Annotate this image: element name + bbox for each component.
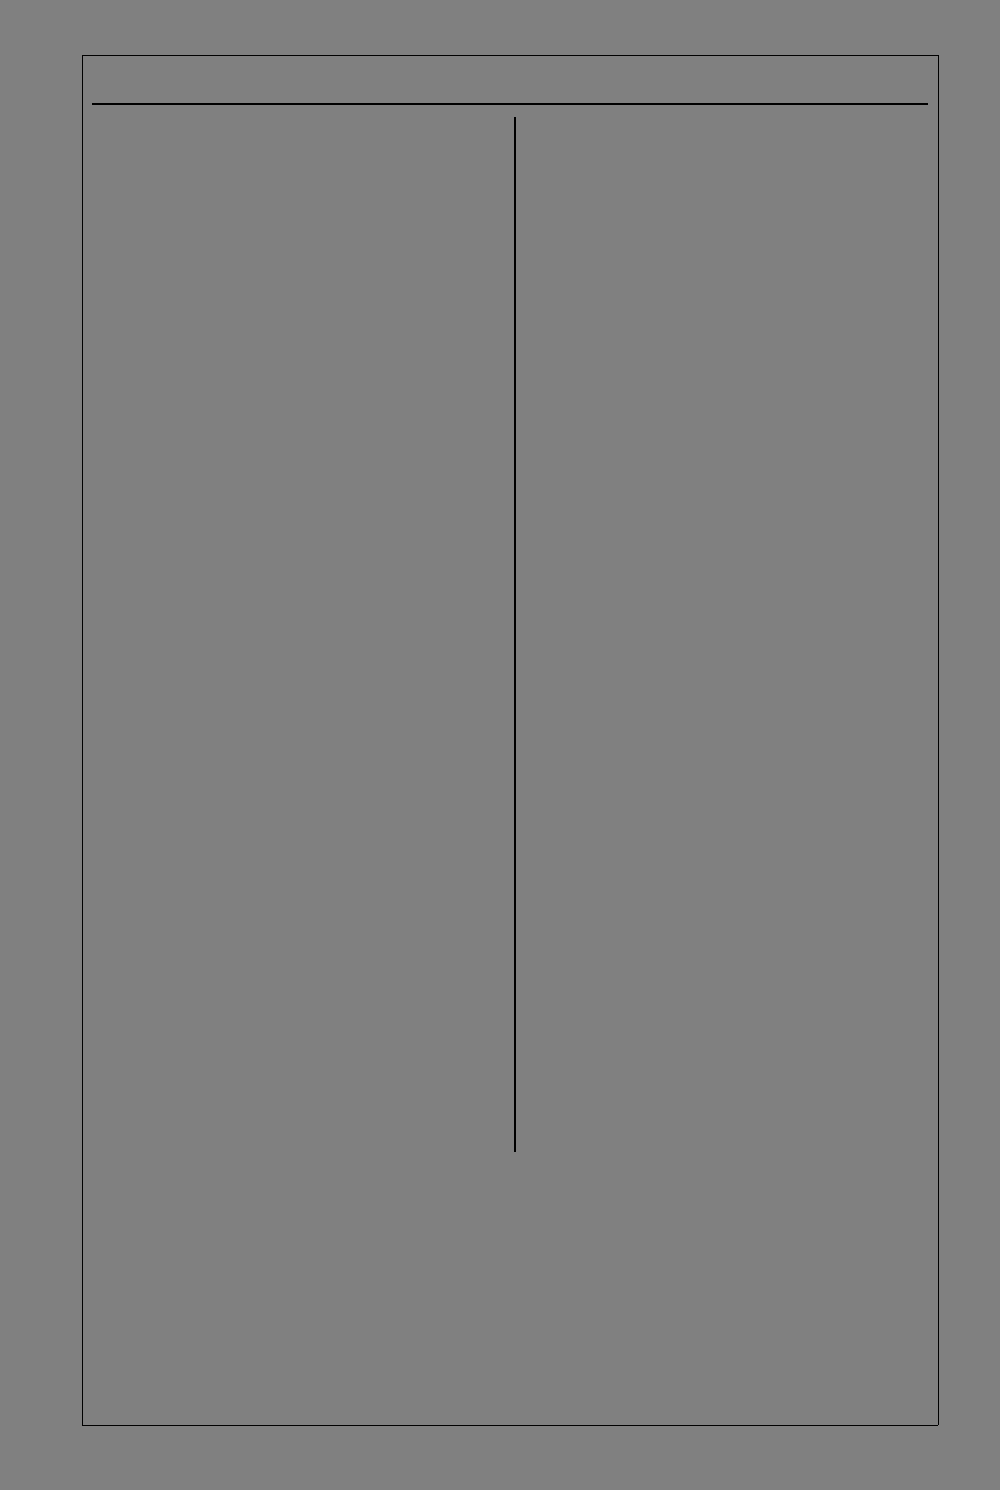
column-divider (514, 117, 516, 1152)
frame-left (82, 55, 83, 1425)
header-rule (92, 103, 928, 105)
frame-bottom (82, 1425, 938, 1426)
frame-right (938, 55, 939, 1425)
frame-top (82, 55, 938, 56)
document-page (82, 55, 938, 1425)
